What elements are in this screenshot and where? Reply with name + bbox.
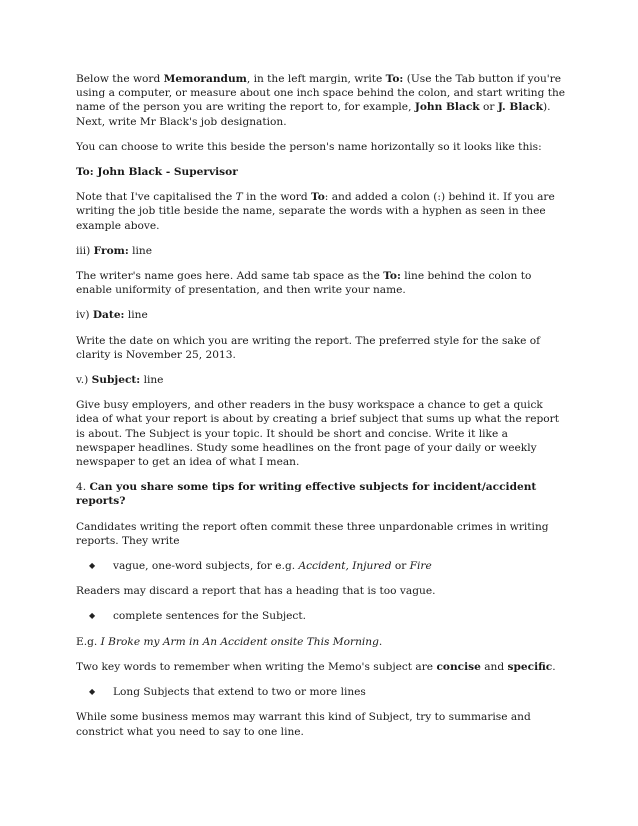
bullet-icon: ◆ [89,687,96,697]
bold-text: John Black [414,101,480,114]
bold-text: To [311,191,325,204]
text: line [124,309,148,322]
text: or [391,560,410,573]
question-number: 4. [76,481,90,494]
text: Below the word [76,73,164,85]
text: line [140,374,164,387]
paragraph-key-words [76,660,568,674]
text: v.) [76,374,92,387]
section-date-line [76,308,568,322]
bold-text: From: [93,244,129,257]
text: or [479,101,498,114]
bold-text: J. Black [497,101,544,114]
paragraph-vague-heading: Readers may discard a report that has a heading that is too vague. [76,585,436,598]
bold-text: specific [507,660,553,673]
italic-text: T [235,191,243,204]
text: Note that I've capitalised the [76,191,236,204]
text: ). Next, write Mr Black's job designation. [76,101,551,128]
paragraph-capitalisation-note [76,190,568,233]
paragraph-subject-explanation: Give busy employers, and other readers in the busy workspace a chance to get a quick idea of what your report is about by creating a brief subject that sums up what the report is about. The Subject is your topic. It should be short and concise. Write it like a newspaper headlines. Study some headlines on the front page of your daily or weekly newspaper to get an idea of what I mean. [76,399,559,469]
bullet-icon: ◆ [89,611,96,621]
bold-text: Memorandum [163,73,247,85]
paragraph-horizontal-note: You can choose to write this beside the person's name horizontally so it looks like this: [76,140,542,153]
text: . [552,660,556,673]
paragraph-date-style: Write the date on which you are writing the report. The preferred style for the sake of clarity is November 25, 2013. [76,334,541,361]
text: The writer's name goes here. Add same tab space as the [76,270,384,283]
paragraph-memorandum-to [76,72,568,129]
question-text: Can you share some tips for writing effective subjects for incident/accident reports? [76,481,537,508]
bold-text: Date: [92,309,125,322]
bullet-icon: ◆ [89,561,96,571]
text: E.g. [76,635,101,648]
text: : and added a colon (:) behind it. If you are writing the job title beside the name, separate the words with a hyphen as seen in thee example above. [76,191,555,232]
italic-text: Accident, Injured [298,560,392,573]
list-item-complete-sentences [76,609,568,623]
bold-text: To: [383,270,401,283]
paragraph-candidates: Candidates writing the report often commit these three unpardonable crimes in writing reports. They write [76,520,549,547]
paragraph-example [76,635,568,649]
text: . [378,635,383,648]
question-heading [76,480,568,508]
italic-text: I Broke my Arm in An Accident onsite This Morning [100,635,379,648]
text: line behind the colon to enable uniformity of presentation, and then write your name. [76,270,532,297]
paragraph-summarise: While some business memos may warrant this kind of Subject, try to summarise and constrict what you need to say to one line. [76,711,531,738]
text: in the word [242,191,312,204]
text: Long Subjects that extend to two or more lines [113,686,366,699]
text: Two key words to remember when writing the Memo's subject are [76,660,437,673]
section-subject-line [76,373,568,387]
text: iv) [76,309,93,322]
bold-text: Subject: [91,374,141,387]
example-to-line: To: John Black - Supervisor [76,166,238,179]
bold-text: To: [385,73,404,85]
text: vague, one-word subjects, for e.g. [113,560,299,573]
section-from-line [76,244,568,258]
text: complete sentences for the Subject. [113,610,306,623]
bold-text: concise [436,660,481,673]
italic-text: Fire [409,560,432,573]
list-item-vague-subjects [76,559,568,573]
document-page [76,72,568,750]
text: (Use the Tab button if you're using a computer, or measure about one inch space behind the colon, and start writing the name of the person you are writing the report to, for example, [76,73,566,114]
text: iii) [76,244,94,257]
text: line [128,244,153,257]
text: and [480,660,508,673]
text: , in the left margin, write [246,73,386,85]
list-item-long-subjects [76,685,568,699]
paragraph-writer-name [76,269,568,297]
